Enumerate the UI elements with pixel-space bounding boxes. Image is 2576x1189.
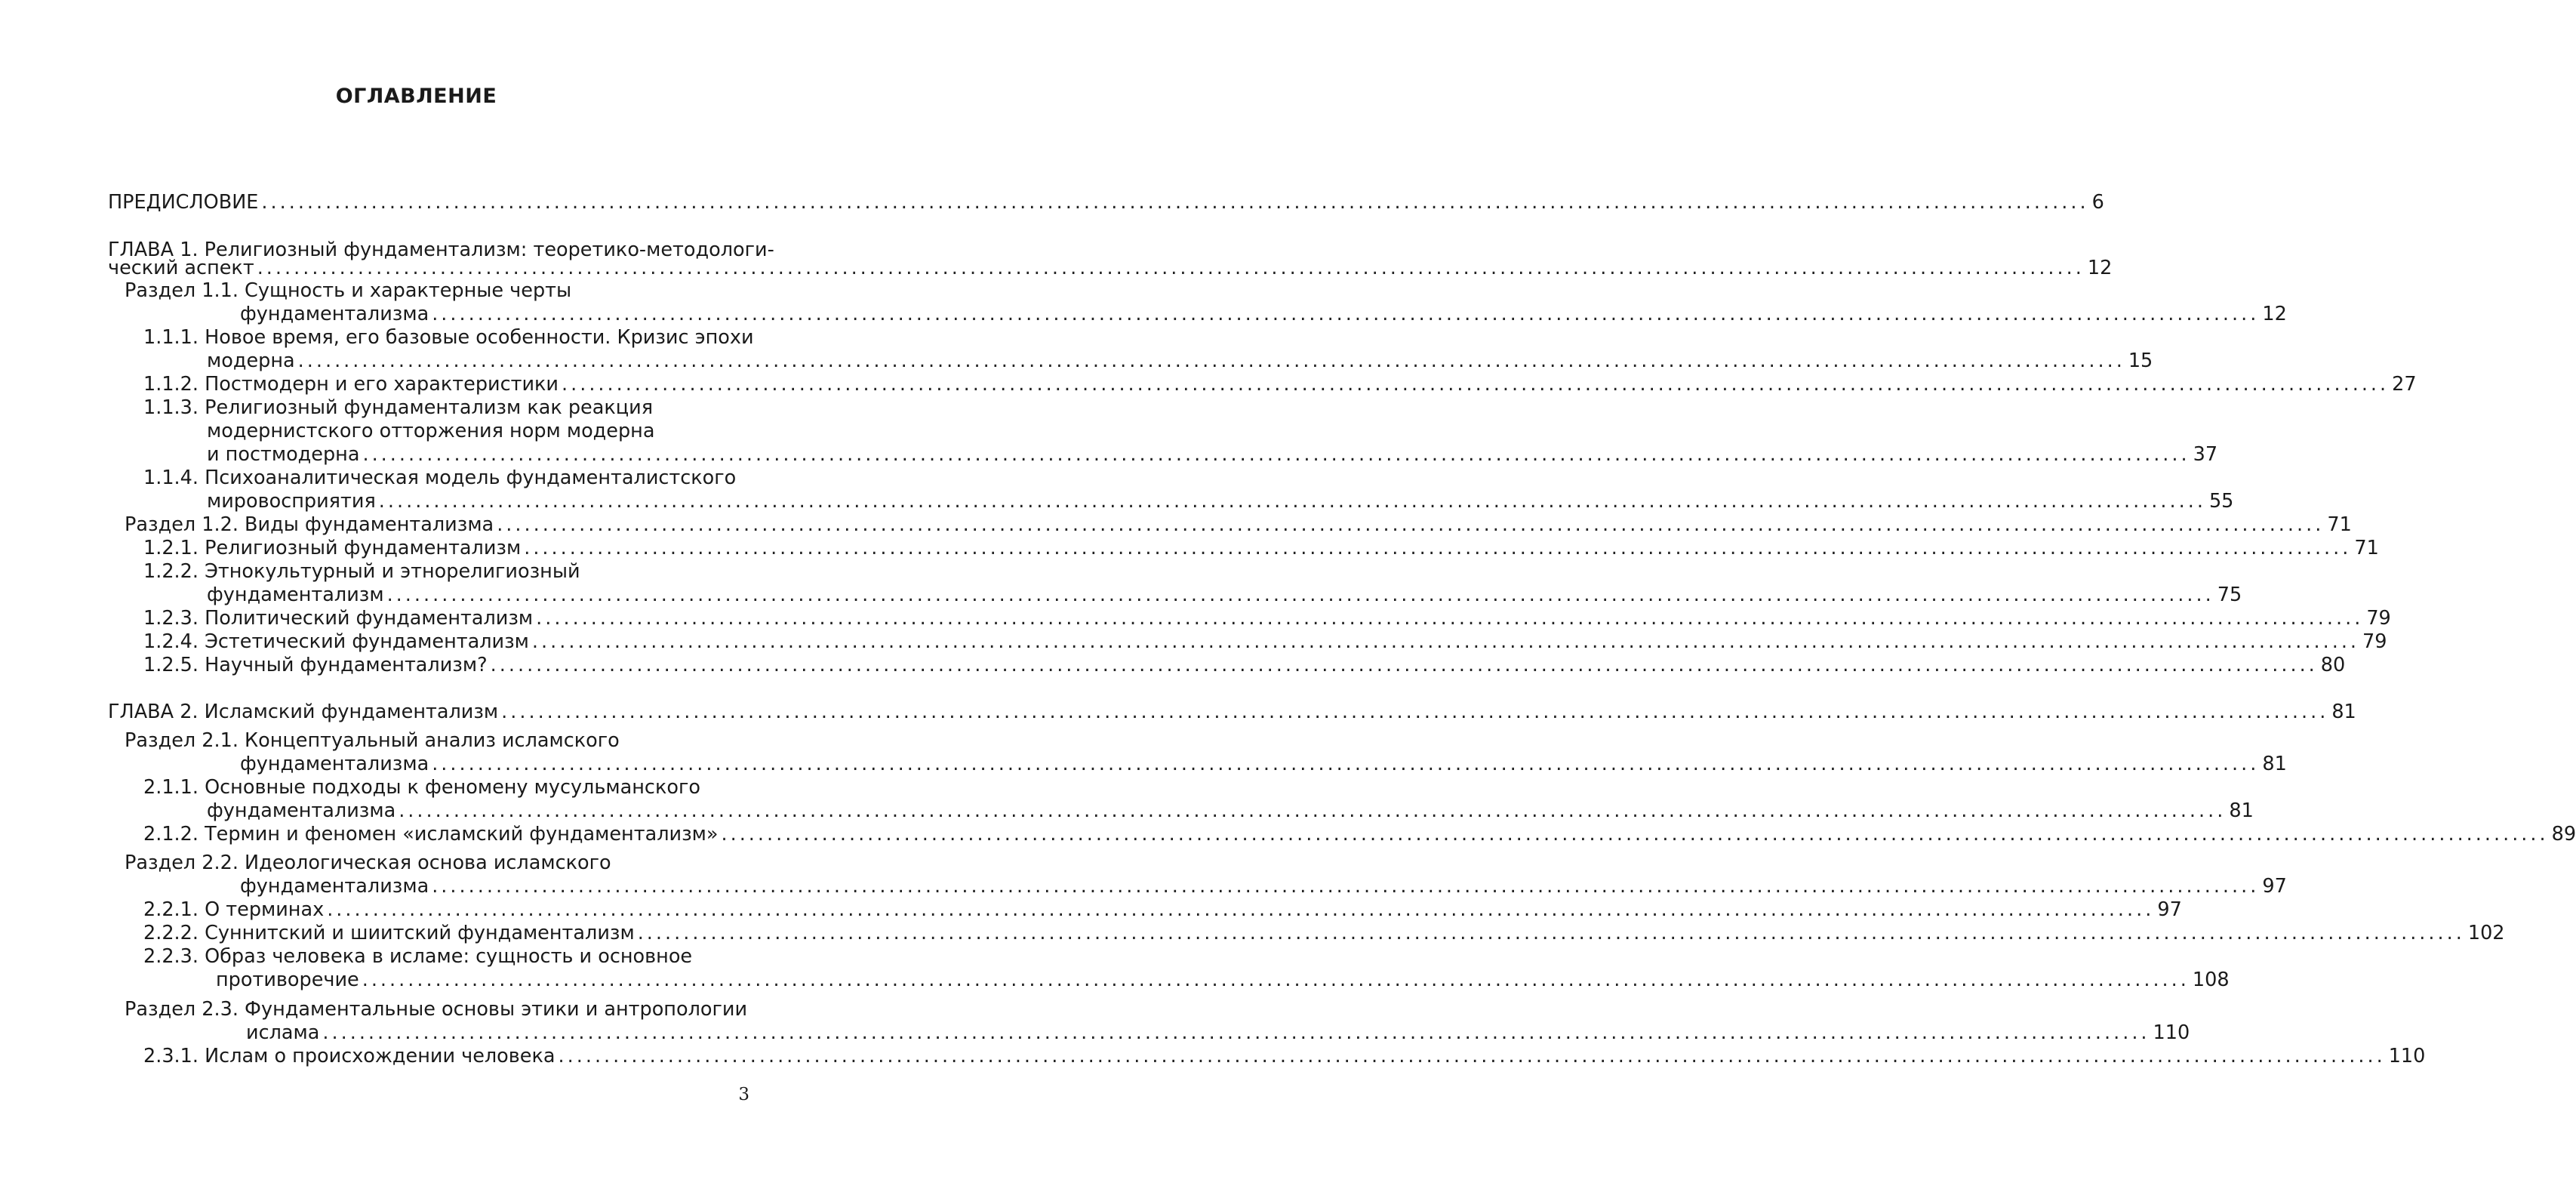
toc-entry bbox=[143, 922, 2505, 945]
toc-entry-title: модерна bbox=[207, 350, 295, 372]
toc-dot-leader: ........................................................................................................................................................................................................ bbox=[362, 443, 2190, 466]
toc-dot-leader: ........................................................................................................................................................................................................ bbox=[378, 490, 2206, 513]
toc-dot-leader: ........................................................................................................................................................................................................ bbox=[536, 607, 2364, 630]
toc-dot-leader: ........................................................................................................................................................................................................ bbox=[399, 799, 2227, 822]
toc-entry bbox=[143, 326, 754, 350]
toc-entry-title: Раздел 1.2. Виды фундаментализма bbox=[125, 513, 494, 536]
toc-entry-title: ислама bbox=[246, 1021, 320, 1044]
toc-entry-title: фундаментализма bbox=[240, 753, 429, 775]
toc-dot-leader: ........................................................................................................................................................................................................ bbox=[322, 1021, 2150, 1044]
toc-page-number: 97 bbox=[2157, 898, 2182, 921]
toc-entry-title: 1.2.3. Политический фундаментализм bbox=[143, 607, 534, 630]
toc-page-number: 12 bbox=[2087, 257, 2113, 279]
toc-entry bbox=[143, 776, 700, 799]
toc-page-number: 15 bbox=[2128, 350, 2153, 372]
toc-dot-leader: ........................................................................................................................................................................................................ bbox=[297, 350, 2125, 372]
toc-page-number: 81 bbox=[2229, 799, 2254, 822]
toc-entry-title: фундаментализма bbox=[240, 303, 429, 325]
toc-entry-title: 2.2.3. Образ человека в исламе: сущность и основное bbox=[143, 945, 693, 968]
toc-dot-leader: ........................................................................................................................................................................................................ bbox=[531, 630, 2360, 653]
toc-entry bbox=[143, 654, 2346, 677]
toc-dot-leader: ........................................................................................................................................................................................................ bbox=[562, 373, 2390, 396]
toc-entry bbox=[246, 1021, 2190, 1045]
toc-dot-leader: ........................................................................................................................................................................................................ bbox=[261, 191, 2089, 214]
toc-entry-title: фундаментализм bbox=[207, 584, 384, 606]
toc-entry-title: 1.1.1. Новое время, его базовые особенности. Кризис эпохи bbox=[143, 326, 754, 349]
toc-dot-leader: ........................................................................................................................................................................................................ bbox=[432, 875, 2260, 898]
toc-entry-title: 2.1.2. Термин и феномен «исламский фундаментализм» bbox=[143, 823, 719, 846]
toc-page-number: 97 bbox=[2262, 875, 2287, 898]
page-title: ОГЛАВЛЕНИЕ bbox=[335, 85, 497, 108]
toc-entry bbox=[108, 191, 2104, 214]
toc-entry-title: 1.2.5. Научный фундаментализм? bbox=[143, 654, 488, 676]
toc-page-number: 81 bbox=[2331, 701, 2356, 723]
toc-entry-title: 2.3.1. Ислам о происхождении человека bbox=[143, 1045, 556, 1067]
toc-page-number: 12 bbox=[2262, 303, 2287, 325]
toc-dot-leader: ........................................................................................................................................................................................................ bbox=[558, 1045, 2386, 1067]
toc-dot-leader: ........................................................................................................................................................................................................ bbox=[432, 303, 2260, 325]
toc-entry-title: 1.2.2. Этнокультурный и этнорелигиозный bbox=[143, 560, 580, 583]
toc-entry bbox=[143, 560, 580, 584]
toc-entry-title: Раздел 2.2. Идеологическая основа исламского bbox=[125, 852, 611, 874]
toc-entry-title: 1.1.3. Религиозный фундаментализм как реакция bbox=[143, 396, 654, 419]
toc-entry-title: 1.1.4. Психоаналитическая модель фундаменталистского bbox=[143, 467, 737, 489]
toc-entry-title: Раздел 2.3. Фундаментальные основы этики и антропологии bbox=[125, 998, 748, 1021]
toc-entry bbox=[143, 467, 736, 490]
toc-entry-title: и постмодерна bbox=[207, 443, 360, 466]
toc-page-number: 79 bbox=[2366, 607, 2391, 630]
toc-dot-leader: ........................................................................................................................................................................................................ bbox=[386, 584, 2214, 606]
toc-dot-leader: ........................................................................................................................................................................................................ bbox=[721, 823, 2549, 846]
toc-entry bbox=[125, 279, 571, 303]
toc-dot-leader: ........................................................................................................................................................................................................ bbox=[327, 898, 2155, 921]
toc-entry-title: 2.1.1. Основные подходы к феномену мусульманского bbox=[143, 776, 700, 799]
toc-entry-title: 1.2.4. Эстетический фундаментализм bbox=[143, 630, 529, 653]
toc-entry-title: модернистского отторжения норм модерна bbox=[207, 420, 655, 442]
toc-entry bbox=[143, 1045, 2426, 1068]
toc-entry-title: фундаментализма bbox=[207, 799, 396, 822]
toc-entry bbox=[240, 875, 2287, 898]
toc-entry bbox=[207, 799, 2254, 823]
page-number: 3 bbox=[738, 1085, 749, 1104]
toc-entry-title: 2.2.1. О терминах bbox=[143, 898, 325, 921]
toc-entry bbox=[143, 823, 2576, 846]
toc-entry bbox=[207, 443, 2218, 467]
toc-dot-leader: ........................................................................................................................................................................................................ bbox=[432, 753, 2260, 775]
toc-entry bbox=[207, 420, 655, 443]
toc-entry bbox=[143, 607, 2391, 630]
toc-page-number: 80 bbox=[2320, 654, 2346, 676]
toc-page-number: 75 bbox=[2217, 584, 2242, 606]
toc-entry-title: 1.2.1. Религиозный фундаментализм bbox=[143, 537, 522, 559]
toc-entry-title: Раздел 1.1. Сущность и характерные черты bbox=[125, 279, 572, 302]
toc-entry bbox=[125, 513, 2352, 537]
toc-page-number: 71 bbox=[2354, 537, 2379, 559]
toc-page-number: 6 bbox=[2091, 191, 2104, 214]
toc-entry bbox=[143, 630, 2387, 654]
toc-entry bbox=[207, 350, 2153, 373]
toc-entry-title: ПРЕДИСЛОВИЕ bbox=[108, 191, 259, 214]
toc-dot-leader: ........................................................................................................................................................................................................ bbox=[257, 257, 2085, 279]
toc-dot-leader: ........................................................................................................................................................................................................ bbox=[497, 513, 2325, 536]
toc-dot-leader: ........................................................................................................................................................................................................ bbox=[490, 654, 2318, 676]
toc-page-number: 102 bbox=[2467, 922, 2505, 944]
toc-entry-title: ГЛАВА 1. Религиозный фундаментализм: теоретико-методологи- bbox=[108, 239, 774, 261]
toc-entry bbox=[125, 852, 611, 875]
toc-page-number: 89 bbox=[2551, 823, 2576, 846]
toc-entry bbox=[143, 396, 653, 420]
toc-entry bbox=[108, 257, 2113, 280]
toc-entry-title: ГЛАВА 2. Исламский фундаментализм bbox=[108, 701, 499, 723]
toc-page-number: 71 bbox=[2327, 513, 2352, 536]
toc-entry bbox=[143, 537, 2379, 560]
toc-dot-leader: ........................................................................................................................................................................................................ bbox=[362, 969, 2190, 991]
toc-entry bbox=[143, 945, 692, 969]
toc-dot-leader: ........................................................................................................................................................................................................ bbox=[524, 537, 2352, 559]
toc-entry-title: ческий аспект bbox=[108, 257, 254, 279]
toc-page-number: 110 bbox=[2153, 1021, 2190, 1044]
toc-page-number: 55 bbox=[2208, 490, 2234, 513]
toc-entry bbox=[216, 969, 2230, 992]
toc-entry-title: Раздел 2.1. Концептуальный анализ исламского bbox=[125, 729, 620, 752]
toc-page-number: 27 bbox=[2392, 373, 2417, 396]
toc-entry bbox=[125, 998, 747, 1021]
toc-entry bbox=[143, 898, 2182, 922]
toc-entry-title: 2.2.2. Суннитский и шиитский фундаментализм bbox=[143, 922, 635, 944]
toc-entry bbox=[240, 303, 2287, 326]
toc-page-number: 110 bbox=[2388, 1045, 2426, 1067]
toc-entry bbox=[125, 729, 620, 753]
toc-dot-leader: ........................................................................................................................................................................................................ bbox=[501, 701, 2329, 723]
toc-dot-leader: ........................................................................................................................................................................................................ bbox=[637, 922, 2465, 944]
toc-entry bbox=[108, 701, 2356, 724]
toc-entry-title: противоречие bbox=[216, 969, 359, 991]
toc-entry bbox=[240, 753, 2287, 776]
toc-entry bbox=[207, 490, 2234, 513]
toc-entry bbox=[143, 373, 2417, 396]
toc-page-number: 79 bbox=[2362, 630, 2387, 653]
toc-entry-title: 1.1.2. Постмодерн и его характеристики bbox=[143, 373, 559, 396]
toc-entry-title: фундаментализма bbox=[240, 875, 429, 898]
toc-page-number: 37 bbox=[2193, 443, 2218, 466]
toc-entry-title: мировосприятия bbox=[207, 490, 376, 513]
toc-entry bbox=[207, 584, 2242, 607]
toc-page-number: 81 bbox=[2262, 753, 2287, 775]
toc-page-number: 108 bbox=[2192, 969, 2230, 991]
